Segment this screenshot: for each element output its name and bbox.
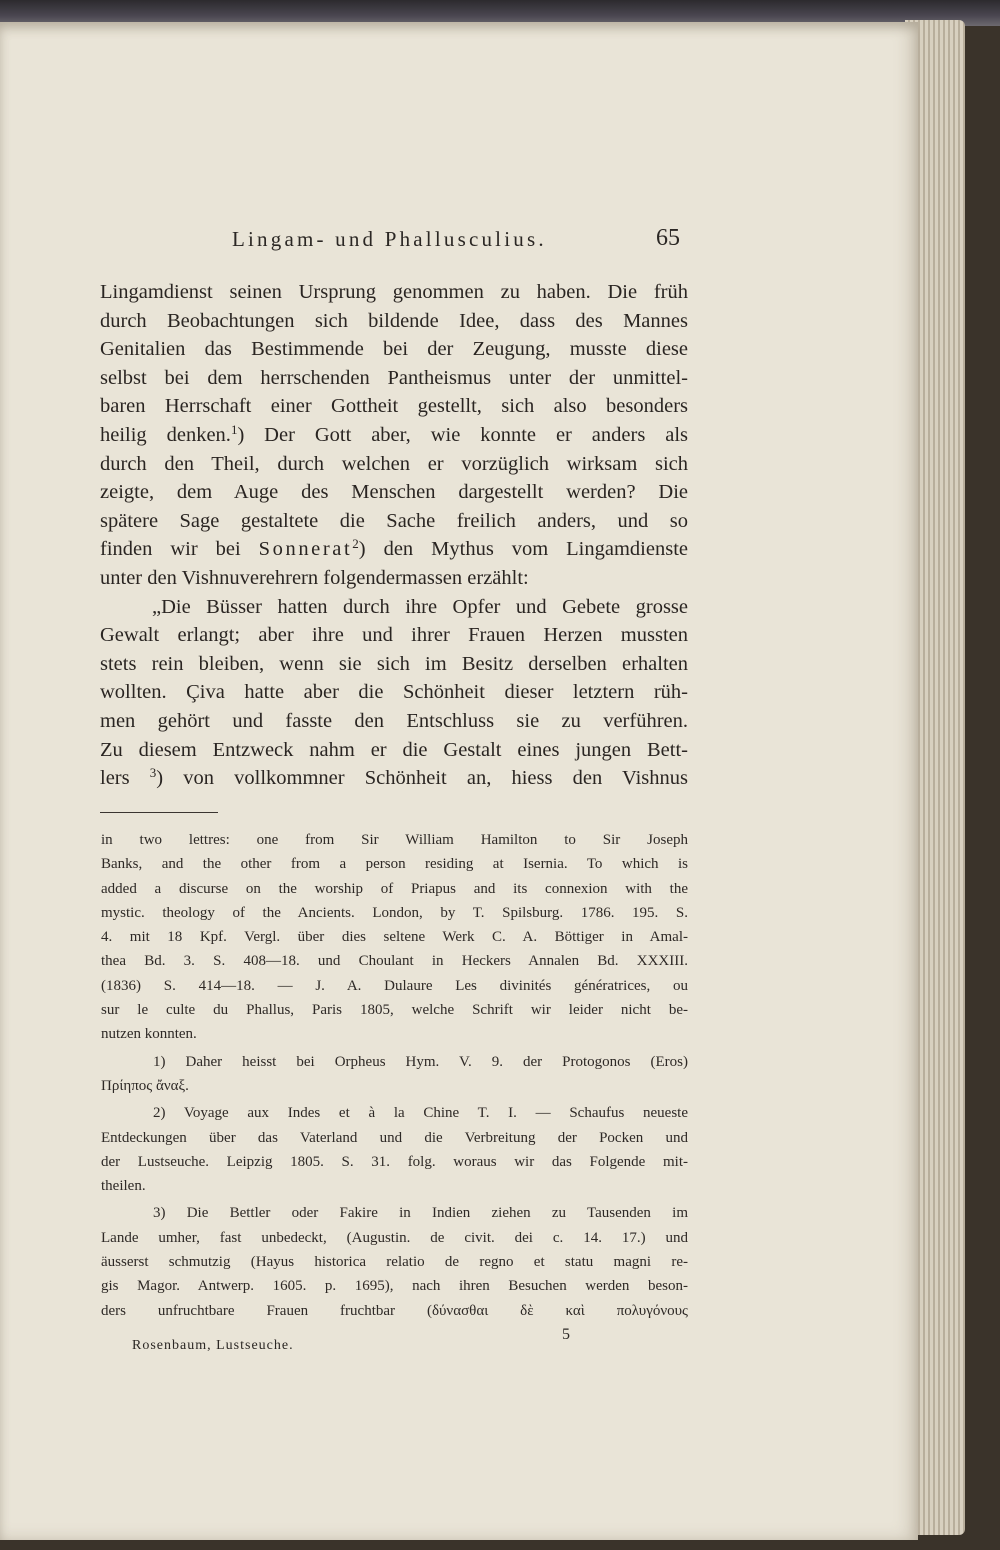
footnote-line: gis Magor. Antwerp. 1605. p. 1695), nach ihren Besuchen werden beson-	[101, 1278, 688, 1295]
line-segment: finden wir bei	[100, 538, 259, 561]
footnote-line: mystic. theology of the Ancients. London, by T. Spilsburg. 1786. 195. S.	[101, 904, 688, 921]
footnote-line: sur le culte du Phallus, Paris 1805, welche Schrift wir leider nicht be-	[101, 1002, 688, 1019]
footnote-line: 3) Die Bettler oder Fakire in Indien ziehen zu Tausenden im	[153, 1205, 688, 1222]
footnote-line: 2) Voyage aux Indes et à la Chine T. I. — Schaufus neueste	[153, 1105, 688, 1122]
page-header	[0, 227, 918, 259]
text-line	[100, 421, 688, 450]
footnotes	[101, 828, 688, 1326]
footnote-line: äusserst schmutzig (Hayus historica relatio de regno et statu magni re-	[101, 1254, 688, 1271]
footnote-divider	[100, 812, 218, 813]
text-line: spätere Sage gestaltete die Sache freilich anders, und so	[100, 509, 688, 532]
footnote-line: ders unfruchtbare Frauen fruchtbar (δύνασθαι δὲ καὶ πολυγόνους	[101, 1302, 688, 1319]
text-line: zeigte, dem Auge des Menschen dargestellt werden? Die	[100, 481, 688, 504]
footnote-ref-1: 1	[230, 421, 238, 437]
text-line: „Die Büsser hatten durch ihre Opfer und Gebete grosse	[152, 595, 688, 618]
signature-mark: Rosenbaum, Lustseuche.	[132, 1338, 294, 1353]
book-page	[0, 22, 918, 1540]
text-line: stets rein bleiben, wenn sie sich im Besitz derselben erhalten	[100, 652, 688, 675]
footnote-ref-2: 2	[352, 536, 359, 552]
main-text	[100, 278, 688, 793]
sheet-number: 5	[562, 1326, 570, 1343]
running-title: Lingam- und Phallusculius.	[232, 227, 547, 251]
line-segment: lers	[100, 767, 150, 790]
footnote-ref-3: 3	[149, 765, 157, 781]
footnote-line: added a discurse on the worship of Priapus and its connexion with the	[101, 880, 688, 897]
footnote-line: 4. mit 18 Kpf. Vergl. über dies seltene Werk C. A. Böttiger in Amal-	[101, 929, 688, 946]
line-segment: heilig denken.	[100, 423, 231, 446]
footnote-line: Πρίηπος ἄναξ.	[101, 1077, 189, 1094]
footnote-1	[101, 1050, 688, 1099]
footnote-line: Banks, and the other from a person residing at Isernia. To which is	[101, 856, 688, 873]
footnote-line: 1) Daher heisst bei Orpheus Hym. V. 9. der Protogonos (Eros)	[153, 1053, 688, 1070]
footnote-line: nutzen konnten.	[101, 1026, 197, 1043]
footnote-3	[101, 1201, 688, 1322]
text-line: unter den Vishnuverehrern folgendermassen erzählt:	[100, 566, 529, 589]
line-segment: ) den Mythus vom Lingamdienste	[358, 538, 688, 561]
footnote-continuation	[101, 828, 688, 1047]
footnote-2	[101, 1101, 688, 1198]
text-line: durch Beobachtungen sich bildende Idee, dass des Mannes	[100, 309, 688, 332]
text-line: Zu diesem Entzweck nahm er die Gestalt eines jungen Bett-	[100, 738, 688, 761]
footnote-line: Entdeckungen über das Vaterland und die Verbreitung der Pocken und	[101, 1129, 688, 1146]
text-line: Lingamdienst seinen Ursprung genommen zu haben. Die früh	[100, 281, 688, 303]
text-line: baren Herrschaft einer Gottheit gestellt, sich also besonders	[100, 395, 688, 418]
line-segment: ) Der Gott aber, wie konnte er anders als	[237, 423, 688, 446]
page-number: 65	[656, 225, 680, 251]
text-line	[100, 535, 688, 564]
text-line: durch den Theil, durch welchen er vorzüglich wirksam sich	[100, 452, 688, 475]
text-line: men gehört und fasste den Entschluss sie zu verführen.	[100, 709, 688, 732]
footnote-line: in two lettres: one from Sir William Hamilton to Sir Joseph	[101, 832, 688, 848]
text-line: selbst bei dem herrschenden Pantheismus unter der unmittel-	[100, 366, 688, 389]
text-line: Gewalt erlangt; aber ihre und ihrer Frauen Herzen mussten	[100, 624, 688, 647]
line-segment: ) von vollkommner Schönheit an, hiess den Vishnus	[156, 767, 688, 790]
text-line: wollten. Çiva hatte aber die Schönheit dieser letztern rüh-	[100, 681, 688, 704]
text-line	[100, 764, 688, 793]
footnote-line: der Lustseuche. Leipzig 1805. S. 31. folg. woraus wir das Folgende mit-	[101, 1153, 688, 1170]
footnote-line: theilen.	[101, 1178, 146, 1195]
text-line: Genitalien das Bestimmende bei der Zeugung, musste diese	[100, 338, 688, 361]
spaced-name: Sonnerat	[258, 538, 353, 561]
footnote-line: (1836) S. 414—18. — J. A. Dulaure Les divinités génératrices, ou	[101, 977, 688, 994]
footnote-line: thea Bd. 3. S. 408—18. und Choulant in Heckers Annalen Bd. XXXIII.	[101, 953, 688, 970]
footnote-line: Lande umher, fast unbedeckt, (Augustin. de civit. dei c. 14. 17.) und	[101, 1229, 688, 1246]
